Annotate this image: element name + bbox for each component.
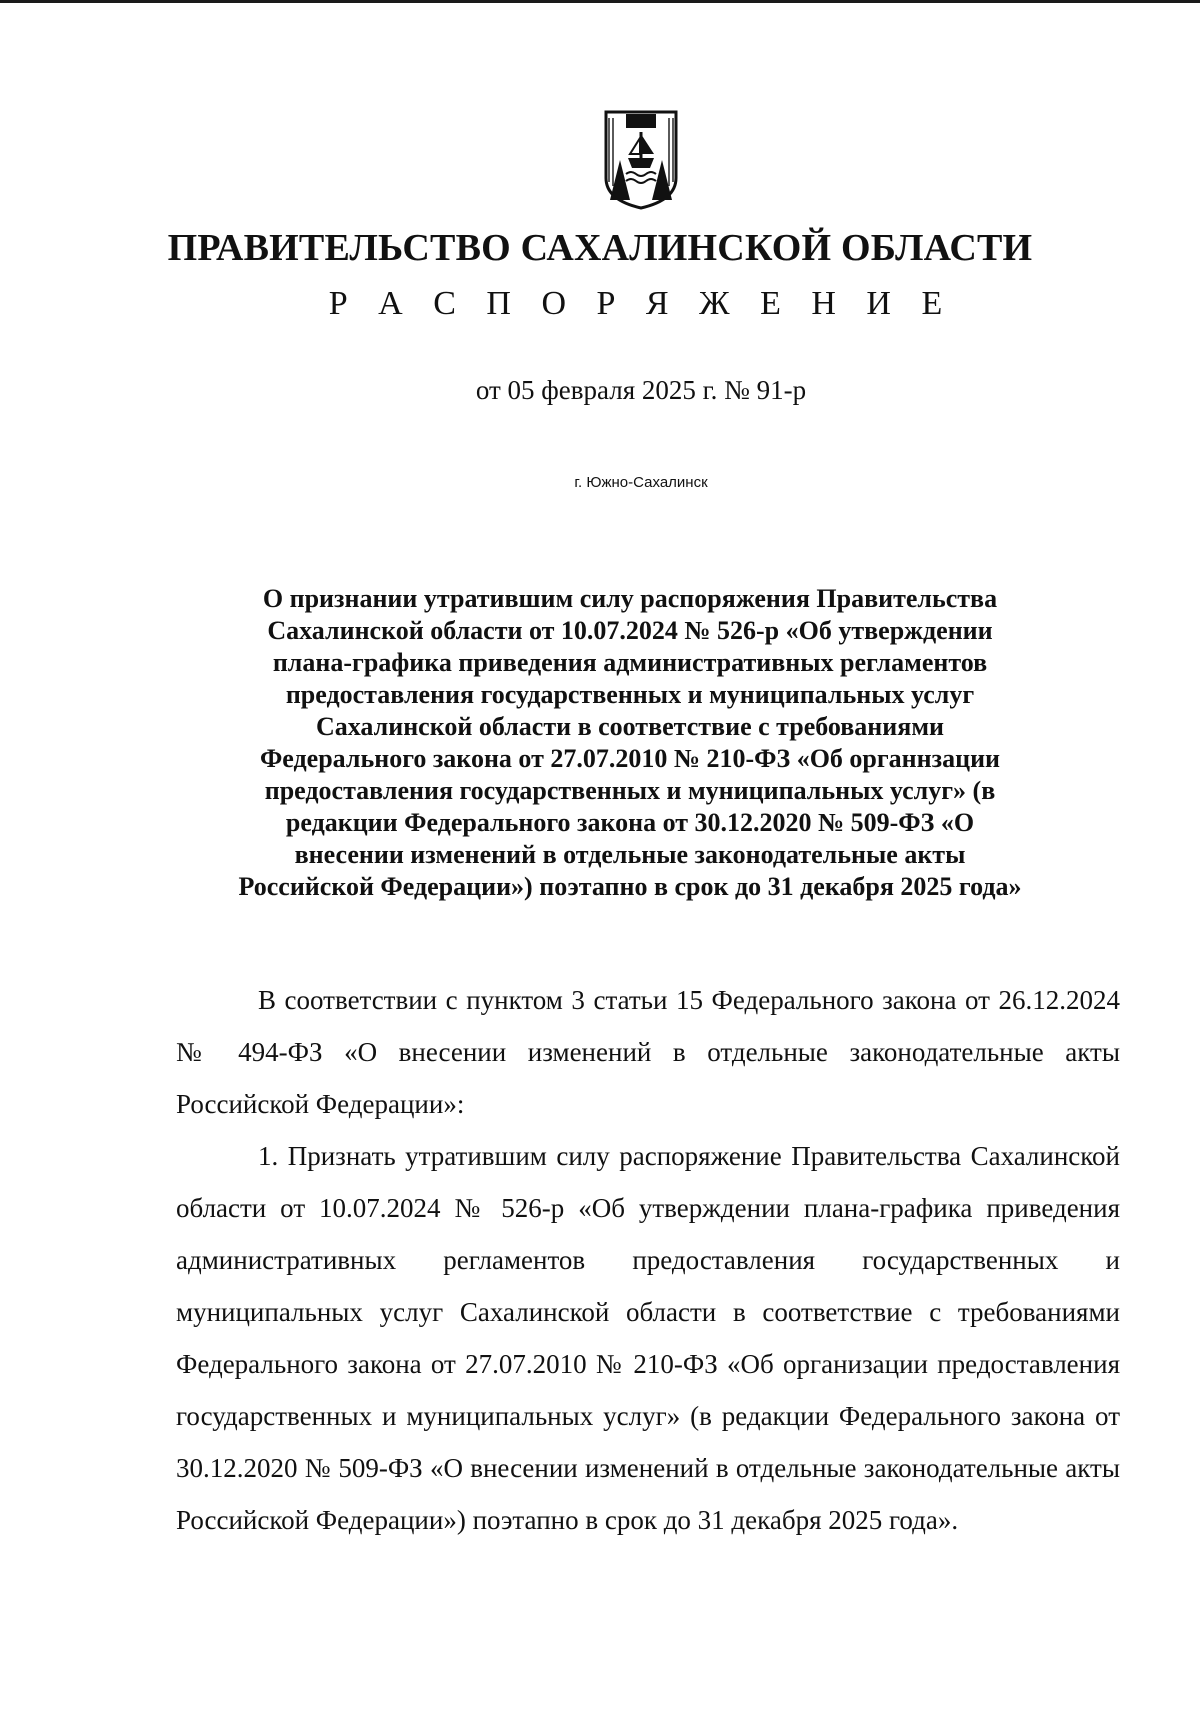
organization-title: ПРАВИТЕЛЬСТВО САХАЛИНСКОЙ ОБЛАСТИ [167,227,1033,269]
document-subject-title [180,583,1080,903]
document-body [176,974,1120,1546]
title-line: редакции Федерального закона от 30.12.2020 № 509-ФЗ «О [285,808,975,837]
title-line: плана-графика приведения административных регламентов [272,648,988,677]
title-line: внесении изменений в отдельные законодательные акты [294,840,966,869]
document-type: Р А С П О Р Я Ж Е Н И Е [328,285,954,322]
title-line: О признании утратившим силу распоряжения Правительства [262,584,998,613]
title-line: Федерального закона от 27.07.2010 № 210-ФЗ «Об органнзации [259,744,1001,773]
preamble-paragraph: В соответствии с пунктом 3 статьи 15 Федерального закона от 26.12.2024 № 494-ФЗ «О внесении изменений в отдельные законодательные акты Российской Федерации»: [176,985,1120,1119]
title-line: Российской Федерации») поэтапно в срок до 31 декабря 2025 года» [238,872,1022,901]
scan-top-edge [0,0,1200,3]
item-1-paragraph: 1. Признать утратившим силу распоряжение Правительства Сахалинской области от 10.07.2024 № 526-р «Об утверждении плана-графика приведения административных регламентов предоставления государственных и муниципальных услуг Сахалинской области в соответствие с требованиями Федерального закона от 27.07.2010 № 210-ФЗ «Об организации предоставления государственных и муниципальных услуг» (в редакции Федерального закона от 30.12.2020 № 509-ФЗ «О внесении изменений в отдельные законодательные акты Российской Федерации») поэтапно в срок до 31 декабря 2025 года». [176,1141,1120,1535]
title-line: Сахалинской области в соответствие с требованиями [315,712,945,741]
document-city: г. Южно-Сахалинск [574,474,708,491]
title-line: предоставления государственных и муниципальных услуг» (в [264,776,996,805]
title-line: предоставления государственных и муниципальных услуг [285,680,975,709]
sakhalin-coat-of-arms-icon [596,108,686,212]
title-line: Сахалинской области от 10.07.2024 № 526-р «Об утверждении [267,616,993,645]
document-date-number: от 05 февраля 2025 г. № 91-р [475,375,807,405]
